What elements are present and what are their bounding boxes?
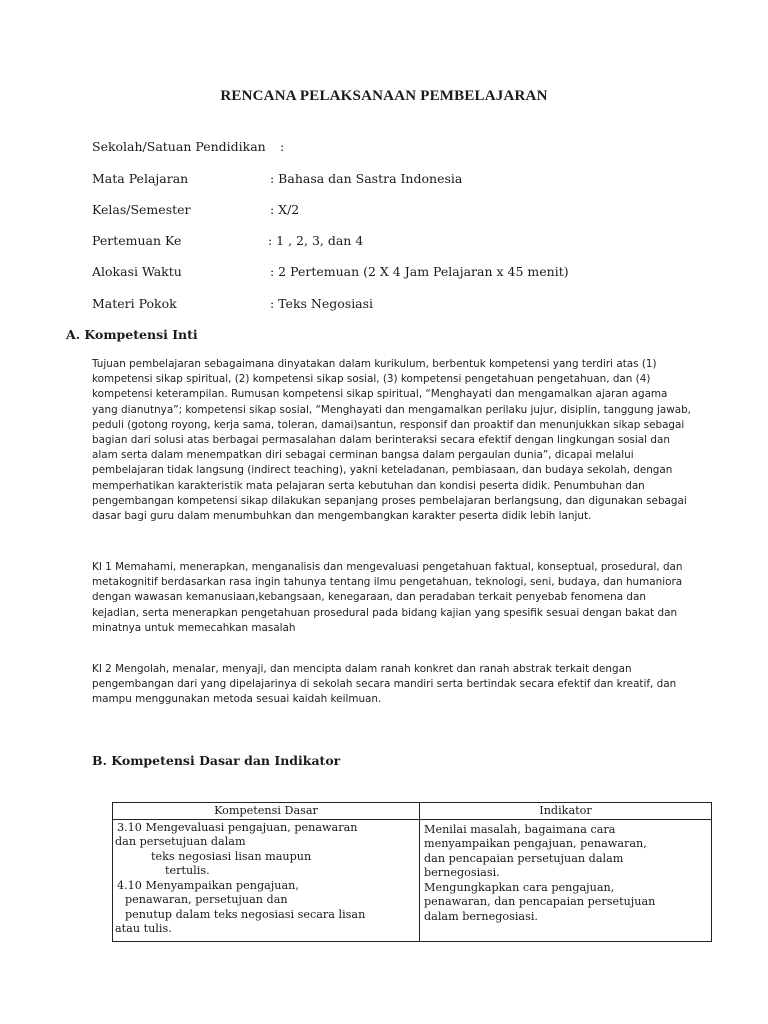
info-label: Mata Pelajaran — [92, 171, 189, 186]
info-label: Sekolah/Satuan Pendidikan — [92, 139, 266, 154]
indikator-line: dan pencapaian persetujuan dalam — [424, 851, 624, 865]
kd-line: 3.10 Mengevaluasi pengajuan, penawaran — [117, 820, 358, 834]
section-b-heading: B. Kompetensi Dasar dan Indikator — [92, 753, 341, 768]
indikator-cell — [420, 819, 712, 941]
indikator-line: dalam bernegosiasi. — [424, 909, 538, 923]
kd-line: penutup dalam teks negosiasi secara lisan — [125, 907, 366, 921]
info-label: Kelas/Semester — [92, 202, 191, 217]
kd-indicator-table — [112, 802, 712, 942]
kd-line: penawaran, persetujuan dan — [125, 893, 288, 906]
info-label: Materi Pokok — [92, 296, 177, 311]
paragraph-ki-1: KI 1 Memahami, menerapkan, menganalisis dan mengevaluasi pengetahuan faktual, konseptual, prosedural, dan metakognitif berdasarkan rasa ingin tahunya tentang ilmu pengetahuan, teknologi, seni, budaya, dan humaniora dengan wawasan kemanusiaan,kebangsaan, kenegaraan, dan peradaban terkait penyebab fenomena dan kejadian, serta menerapkan pengetahuan prosedural pada bidang kajian yang spesifik sesuai dengan bakat dan minatnya untuk memecahkan masalah — [92, 561, 683, 634]
kd-line: dan persetujuan dalam — [115, 835, 246, 848]
info-value: : X/2 — [270, 202, 300, 217]
kd-line: teks negosiasi lisan maupun — [151, 849, 312, 863]
indikator-line: penawaran, dan pencapaian persetujuan — [424, 895, 656, 908]
paragraph-tujuan: Tujuan pembelajaran sebagaimana dinyatakan dalam kurikulum, berbentuk kompetensi yang terdiri atas (1) kompetensi sikap spiritual, (2) kompetensi sikap sosial, (3) kompetensi pengetahuan pengetahuan, dan (4) kompetensi keterampilan. Rumusan kompetensi sikap spiritual, “Menghayati dan mengamalkan ajaran agama yang dianutnya”; kompetensi sikap sosial, “Menghayati dan mengamalkan perilaku jujur, disiplin, tanggung jawab, peduli (gotong royong, kerja sama, toleran, damai)santun, responsif dan proaktif dan menunjukkan sikap sebagai bagian dari solusi atas berbagai permasalahan dalam berinteraksi secara efektif dengan lingkungan sosial dan alam serta dalam menempatkan diri sebagai cerminan bangsa dalam pergaulan dunia”, dicapai melalui pembelajaran tidak langsung (indirect teaching), yakni keteladanan, pembiasaan, dan budaya sekolah, dengan memperhatikan karakteristik mata pelajaran serta kebutuhan dan kondisi peserta didik. Penumbuhan dan pengembangan kompetensi sikap dilakukan sepanjang proses pembelajaran berlangsung, dan digunakan sebagai dasar bagi guru dalam menumbuhkan dan mengembangkan karakter peserta didik lebih lanjut. — [92, 358, 691, 523]
info-value: : 1 , 2, 3, dan 4 — [268, 233, 364, 248]
table-header-row — [113, 803, 712, 820]
info-value: : Bahasa dan Sastra Indonesia — [270, 171, 463, 186]
header-kompetensi-dasar: Kompetensi Dasar — [113, 803, 420, 820]
info-label: Alokasi Waktu — [92, 264, 182, 279]
info-value: : — [280, 139, 285, 154]
kd-cell — [113, 819, 420, 941]
kd-line: tertulis. — [165, 864, 210, 877]
indikator-line: menyampaikan pengajuan, penawaran, — [424, 837, 647, 850]
info-value: : Teks Negosiasi — [270, 296, 374, 311]
header-indikator: Indikator — [420, 803, 712, 820]
info-label: Pertemuan Ke — [92, 233, 182, 248]
table-row — [113, 819, 712, 941]
indikator-line: Menilai masalah, bagaimana cara — [424, 822, 616, 836]
document-title: RENCANA PELAKSANAAN PEMBELAJARAN — [220, 88, 548, 104]
section-a-heading: A. Kompetensi Inti — [66, 327, 198, 342]
indikator-line: bernegosiasi. — [424, 866, 500, 879]
indikator-line: Mengungkapkan cara pengajuan, — [424, 880, 615, 894]
paragraph-ki-2: KI 2 Mengolah, menalar, menyaji, dan mencipta dalam ranah konkret dan ranah abstrak terkait dengan pengembangan dari yang dipelajarinya di sekolah secara mandiri serta bertindak secara efektif dan kreatif, dan mampu menggunakan metoda sesuai kaidah keilmuan. — [92, 663, 677, 706]
info-value: : 2 Pertemuan (2 X 4 Jam Pelajaran x 45 menit) — [270, 264, 569, 279]
kd-line: 4.10 Menyampaikan pengajuan, — [117, 878, 299, 892]
kd-line: atau tulis. — [115, 922, 172, 935]
